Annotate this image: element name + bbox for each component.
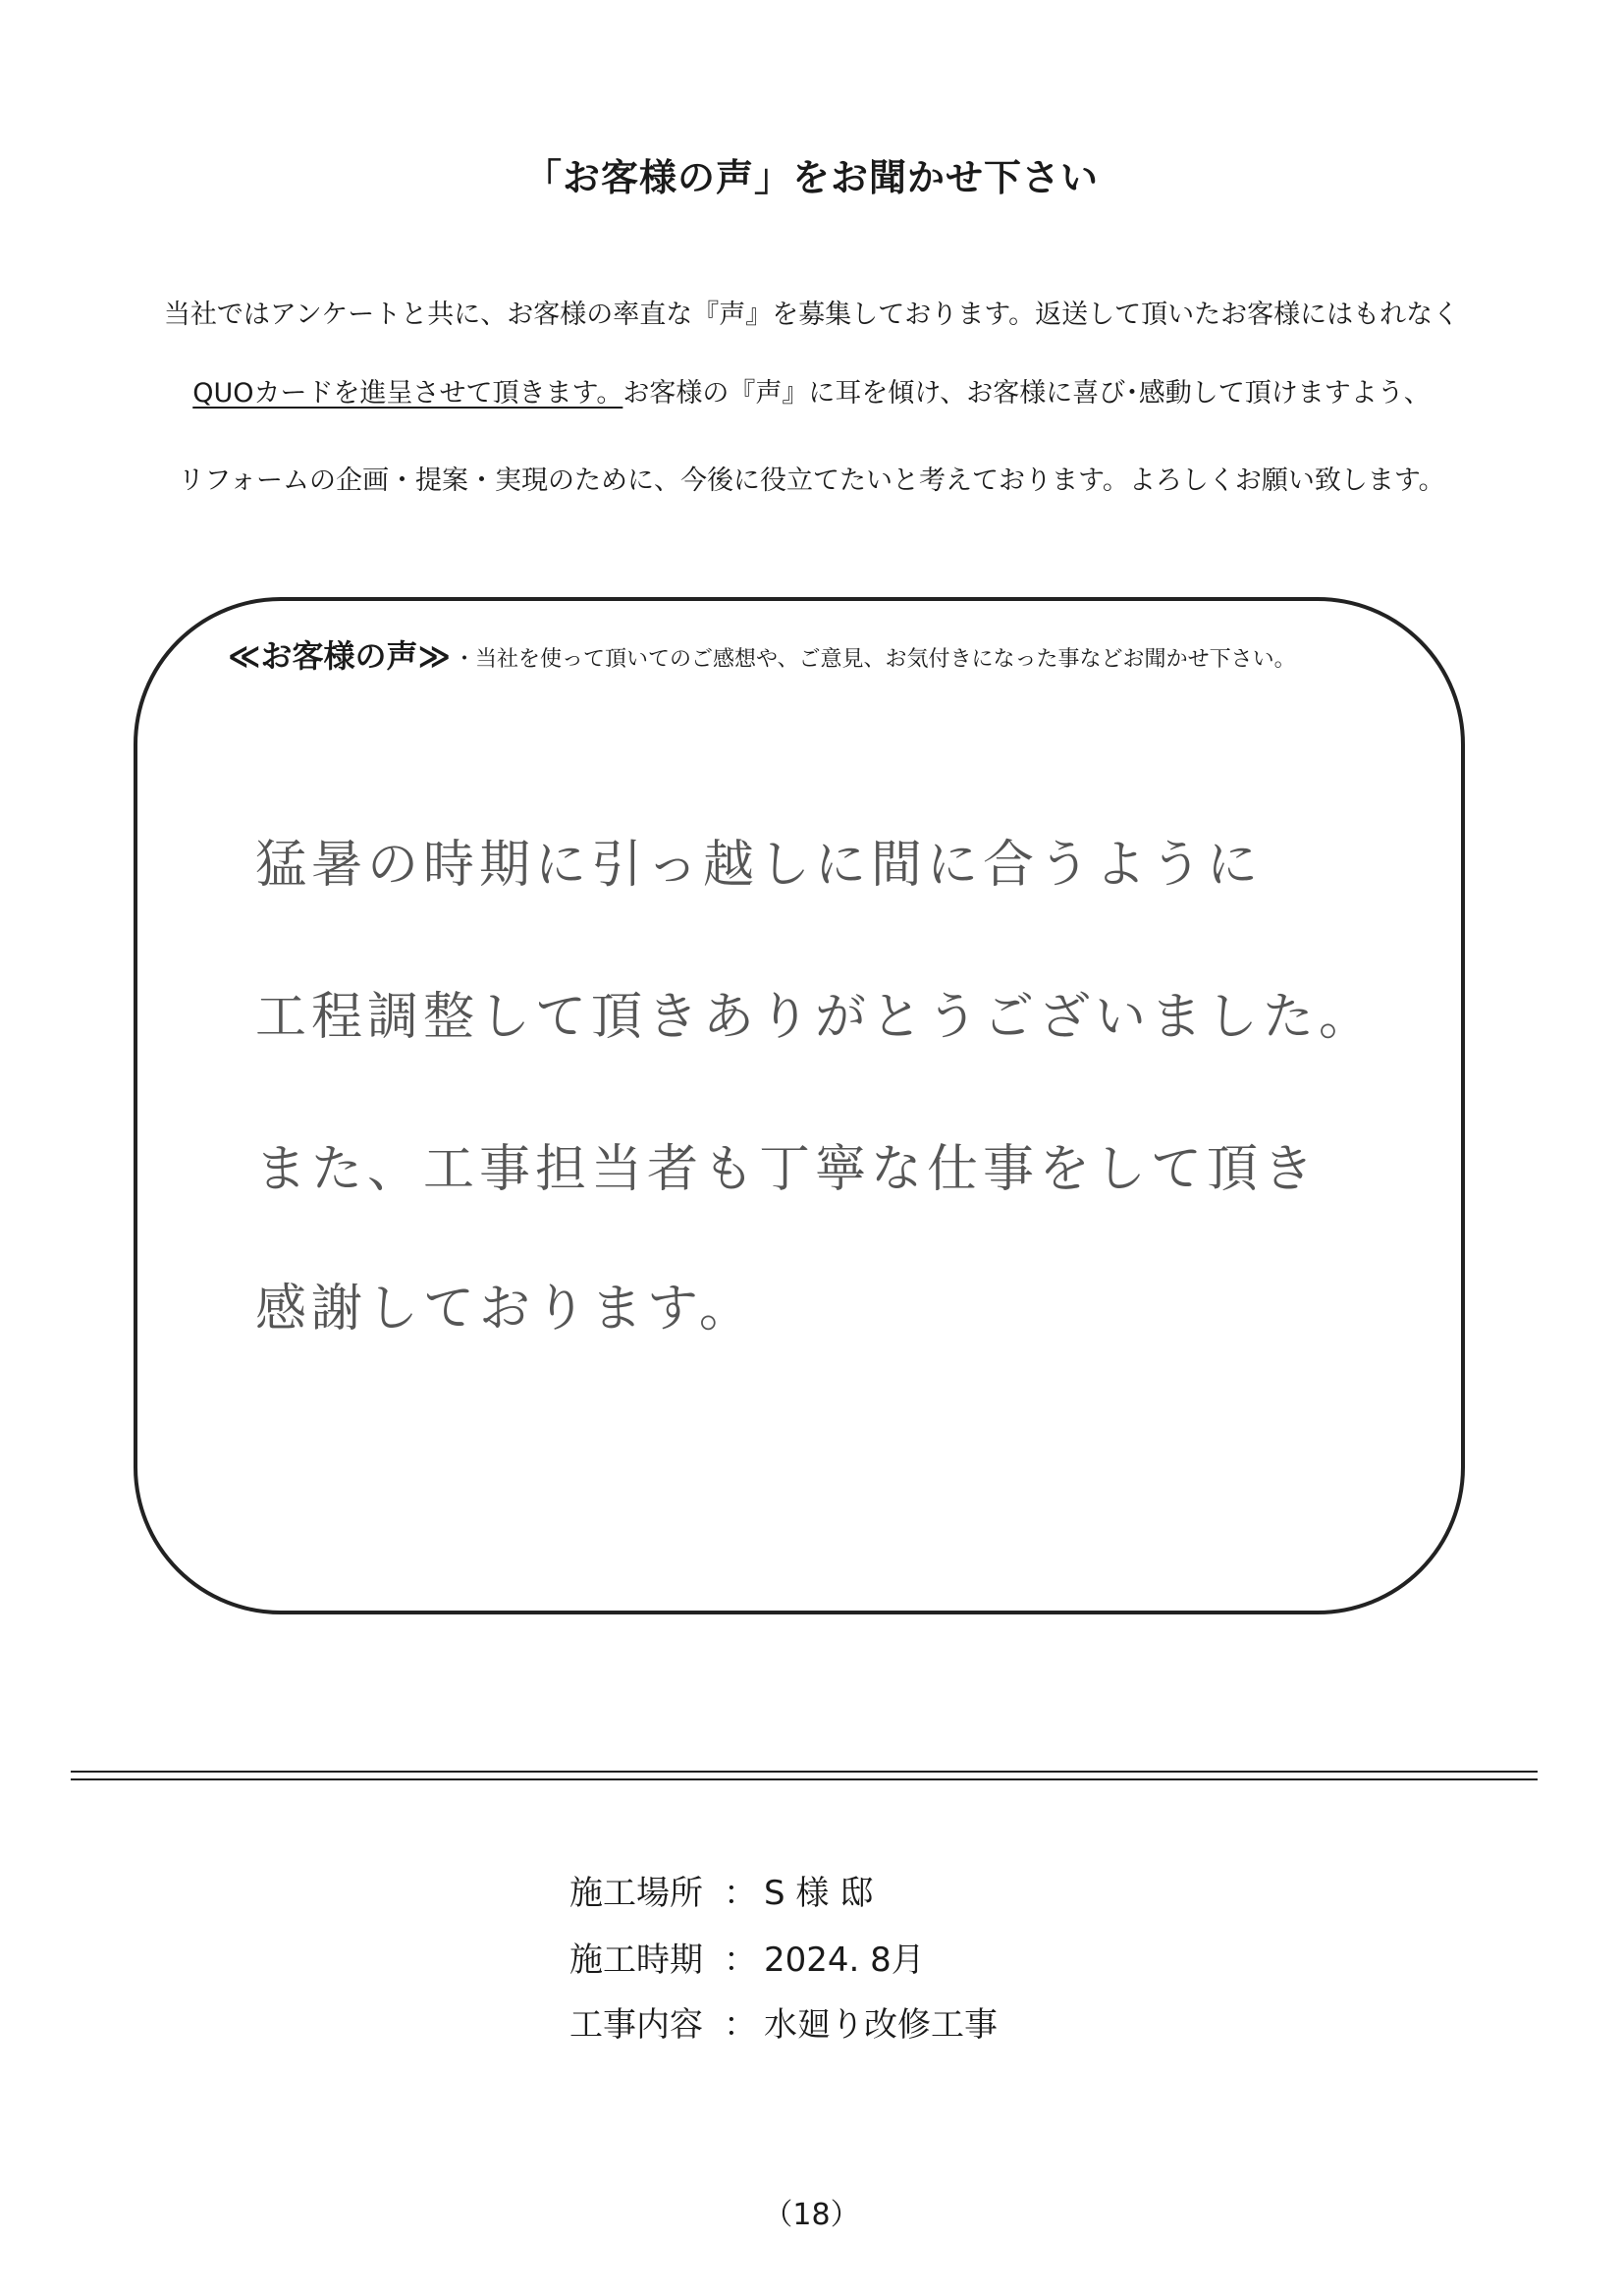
content-separator: ： bbox=[724, 2005, 757, 2045]
quo-card-note: QUOカードを進呈させて頂きます。 bbox=[192, 378, 623, 409]
divider-top bbox=[71, 1771, 1538, 1773]
info-location bbox=[569, 1866, 873, 1914]
intro-line-2 bbox=[0, 371, 1623, 410]
handwritten-line-1: 猛暑の時期に引っ越しに間に合うように bbox=[255, 836, 1264, 895]
location-label: 施工場所 bbox=[569, 1874, 703, 1913]
info-content bbox=[569, 1997, 998, 2046]
voice-header: ≪お客様の声≫ bbox=[228, 637, 452, 675]
info-period bbox=[569, 1933, 925, 1981]
divider-bottom bbox=[71, 1778, 1538, 1780]
customer-voice-box bbox=[134, 597, 1465, 1614]
period-value: 2024. 8月 bbox=[764, 1941, 925, 1980]
location-value: S 様 邸 bbox=[764, 1874, 874, 1913]
content-value: 水廻り改修工事 bbox=[764, 2005, 998, 2045]
voice-note: ・当社を使って頂いてのご感想や、ご意見、お気付きになった事などお聞かせ下さい。 bbox=[454, 647, 1296, 672]
handwritten-line-2: 工程調整して頂きありがとうございました。 bbox=[255, 988, 1376, 1047]
handwritten-line-4: 感謝しております。 bbox=[255, 1280, 755, 1339]
content-label: 工事内容 bbox=[569, 2005, 703, 2045]
intro-line-1: 当社ではアンケートと共に、お客様の率直な『声』を募集しております。返送して頂いたお客様にはもれなく bbox=[163, 300, 1460, 330]
intro-line-2-rest: お客様の『声』に耳を傾け、お客様に喜び･感動して頂けますよう、 bbox=[622, 378, 1431, 409]
page-number: （18） bbox=[763, 2198, 860, 2232]
period-separator: ： bbox=[724, 1941, 757, 1980]
intro-line-3: リフォームの企画・提案・実現のために、今後に役立てたいと考えております。よろしくお願い致します。 bbox=[178, 465, 1445, 496]
location-separator: ： bbox=[724, 1874, 757, 1913]
handwritten-line-3: また、工事担当者も丁寧な仕事をして頂き bbox=[255, 1140, 1320, 1199]
period-label: 施工時期 bbox=[569, 1941, 703, 1980]
page-title: 「お客様の声」をお聞かせ下さい bbox=[523, 156, 1099, 199]
